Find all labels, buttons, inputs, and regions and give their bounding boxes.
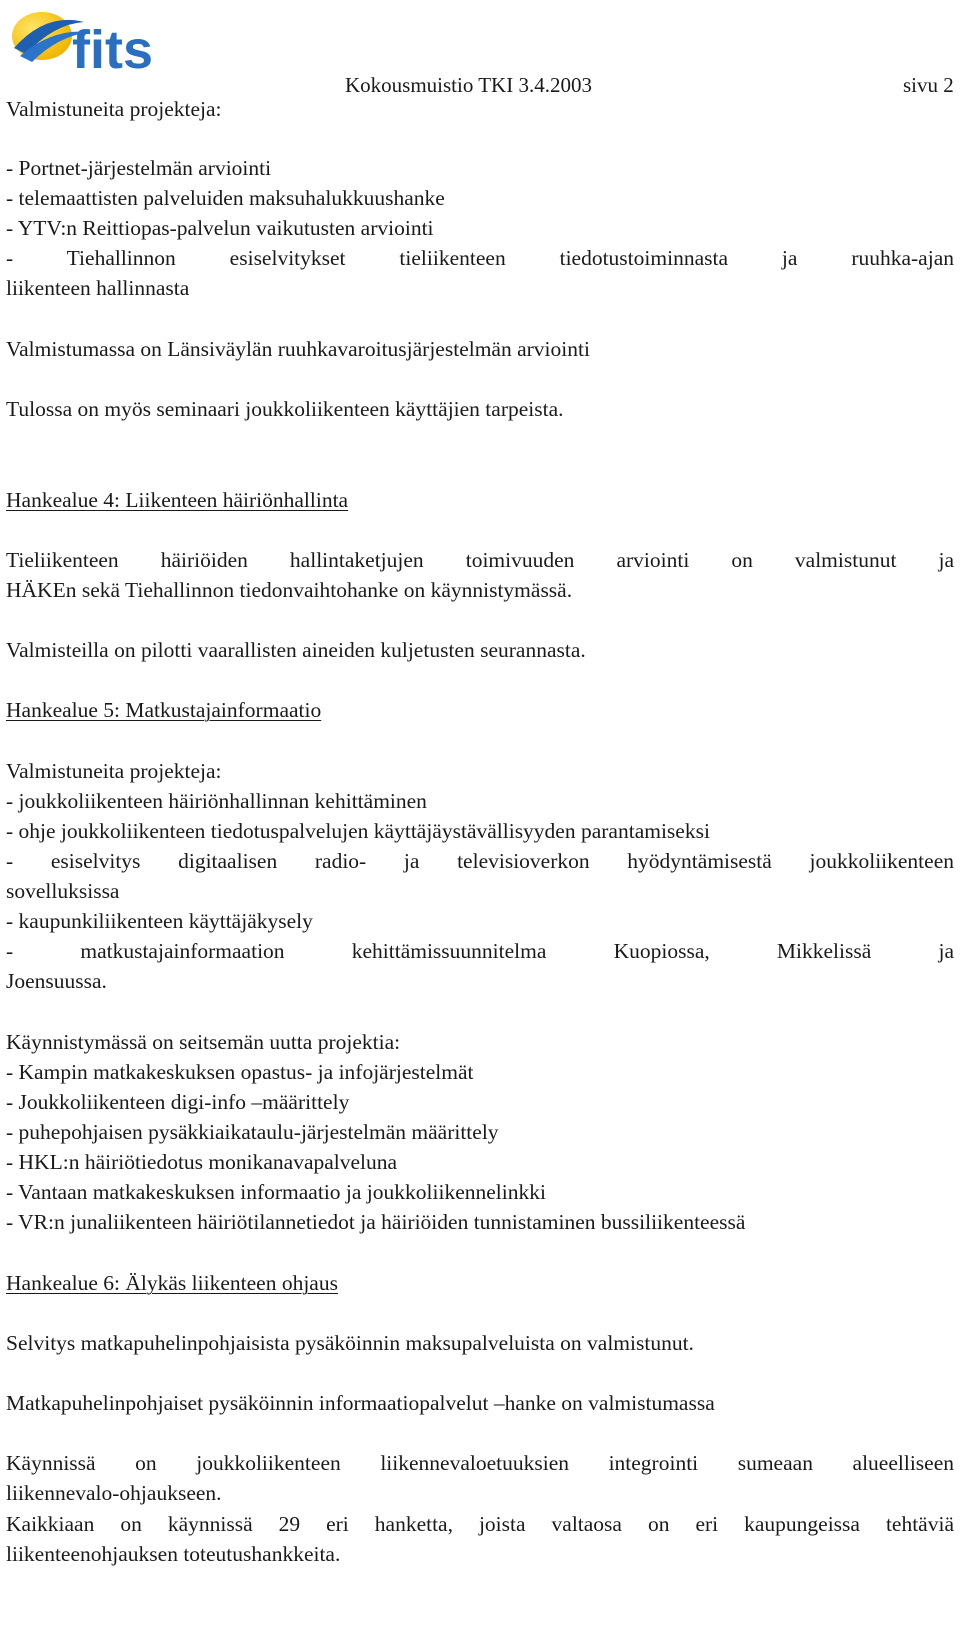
logo-wordmark: fits (72, 20, 153, 80)
list-item-continued: Joensuussa. (6, 969, 107, 993)
paragraph-continued: liikennevalo-ohjaukseen. (6, 1481, 222, 1505)
completed-projects-heading: Valmistuneita projekteja: (6, 759, 222, 783)
fits-logo (6, 2, 166, 92)
paragraph: Valmistumassa on Länsiväylän ruuhkavaroitusjärjestelmän arviointi (6, 337, 590, 361)
paragraph-continued: liikenteenohjauksen toteutushankkeita. (6, 1542, 341, 1566)
paragraph: Tulossa on myös seminaari joukkoliikenteen käyttäjien tarpeista. (6, 397, 564, 421)
list-item: - Kampin matkakeskuksen opastus- ja infojärjestelmät (6, 1060, 474, 1084)
paragraph: Tieliikenteen häiriöiden hallintaketjujen toimivuuden arviointi on valmistunut ja (6, 548, 954, 572)
list-item: - joukkoliikenteen häiriönhallinnan kehittäminen (6, 789, 427, 813)
paragraph: Käynnissä on joukkoliikenteen liikennevaloetuuksien integrointi sumeaan alueelliseen (6, 1451, 954, 1475)
list-item: - Portnet-järjestelmän arviointi (6, 156, 272, 180)
document-title: Kokousmuistio TKI 3.4.2003 (345, 73, 592, 97)
list-item: - YTV:n Reittiopas-palvelun vaikutusten arviointi (6, 216, 434, 240)
paragraph: Matkapuhelinpohjaiset pysäköinnin informaatiopalvelut –hanke on valmistumassa (6, 1391, 715, 1415)
list-item: - matkustajainformaation kehittämissuunnitelma Kuopiossa, Mikkelissä ja (6, 939, 954, 963)
list-item: - puhepohjaisen pysäkkiaikataulu-järjestelmän määrittely (6, 1120, 499, 1144)
section-heading-4: Hankealue 4: Liikenteen häiriönhallinta (6, 488, 349, 512)
list-item: - Tiehallinnon esiselvitykset tieliikenteen tiedotustoiminnasta ja ruuhka-ajan (6, 246, 954, 270)
list-item: - telemaattisten palveluiden maksuhalukkuushanke (6, 186, 445, 210)
list-item-continued: liikenteen hallinnasta (6, 276, 190, 300)
paragraph-continued: HÄKEn sekä Tiehallinnon tiedonvaihtohanke on käynnistymässä. (6, 578, 573, 602)
list-item: - VR:n junaliikenteen häiriötilannetiedot ja häiriöiden tunnistaminen bussiliikenteessä (6, 1210, 746, 1234)
list-item-continued: sovelluksissa (6, 879, 120, 903)
list-item: - Joukkoliikenteen digi-info –määrittely (6, 1090, 350, 1114)
section-heading-5: Hankealue 5: Matkustajainformaatio (6, 698, 322, 722)
starting-projects-heading: Käynnistymässä on seitsemän uutta projektia: (6, 1030, 401, 1054)
list-item: - HKL:n häiriötiedotus monikanavapalveluna (6, 1150, 398, 1174)
list-item: - esiselvitys digitaalisen radio- ja televisioverkon hyödyntämisestä joukkoliikenteen (6, 849, 954, 873)
paragraph: Kaikkiaan on käynnissä 29 eri hanketta, joista valtaosa on eri kaupungeissa tehtäviä (6, 1512, 954, 1536)
completed-projects-heading: Valmistuneita projekteja: (6, 97, 222, 121)
list-item: - ohje joukkoliikenteen tiedotuspalvelujen käyttäjäystävällisyyden parantamiseksi (6, 819, 710, 843)
section-heading-6: Hankealue 6: Älykäs liikenteen ohjaus (6, 1271, 338, 1295)
list-item: - Vantaan matkakeskuksen informaatio ja joukkoliikennelinkki (6, 1180, 546, 1204)
paragraph: Valmisteilla on pilotti vaarallisten aineiden kuljetusten seurannasta. (6, 638, 586, 662)
paragraph: Selvitys matkapuhelinpohjaisista pysäköinnin maksupalveluista on valmistunut. (6, 1331, 694, 1355)
page-number: sivu 2 (903, 73, 954, 97)
list-item: - kaupunkiliikenteen käyttäjäkysely (6, 909, 313, 933)
